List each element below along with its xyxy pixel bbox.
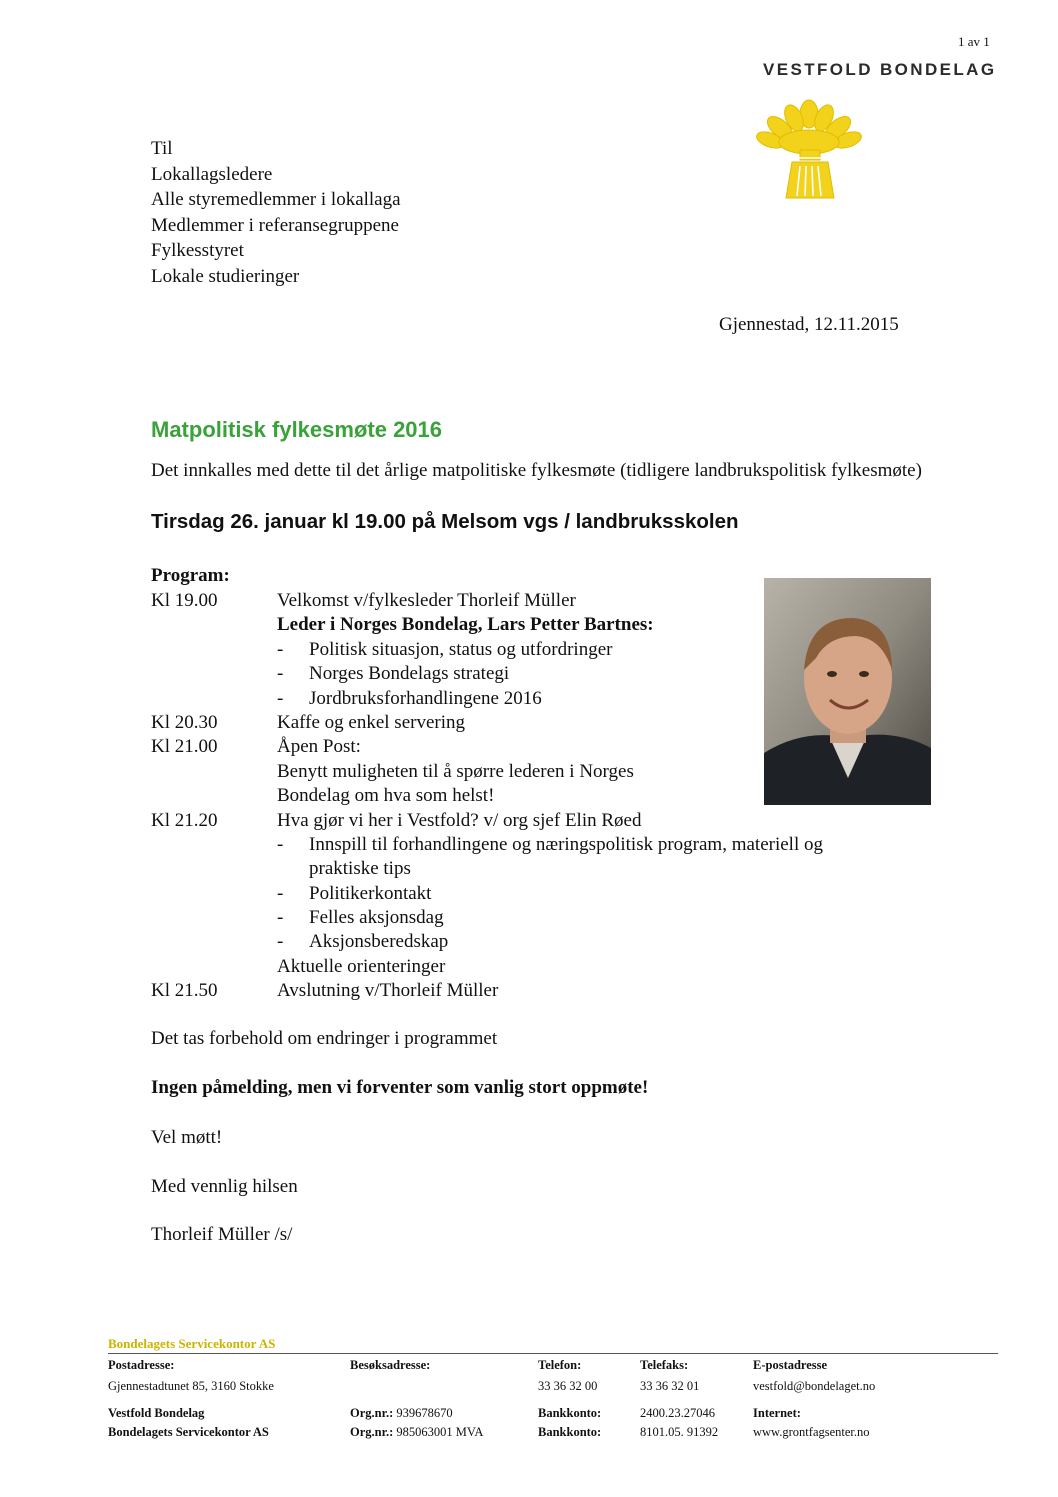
page-number: 1 av 1 — [958, 34, 990, 49]
program-text: Åpen Post: — [277, 736, 361, 758]
program-time: Kl 20.30 — [151, 711, 218, 733]
recipient-line: Lokallagsledere — [151, 163, 273, 185]
program-text: Avslutning v/Thorleif Müller — [277, 980, 499, 1002]
email-value: vestfold@bondelaget.no — [753, 1379, 876, 1393]
recipient-line: Fylkesstyret — [151, 240, 244, 261]
bullet-dash: - — [277, 663, 284, 685]
document-heading: Matpolitisk fylkesmøte 2016 — [151, 417, 443, 442]
footer-company: Bondelagets Servicekontor AS — [108, 1336, 276, 1351]
program-text: Bondelag om hva som helst! — [277, 785, 495, 807]
program-time: Kl 21.00 — [151, 736, 218, 758]
program-time: Kl 21.20 — [151, 809, 218, 831]
internet-value: www.grontfagsenter.no — [753, 1425, 870, 1439]
bank-label: Bankkonto: — [538, 1406, 602, 1420]
program-text: Aktuelle orienteringer — [277, 955, 446, 977]
wheat-sheaf-logo — [754, 92, 864, 202]
recipient-line: Lokale studieringer — [151, 265, 300, 287]
program-bullet: Jordbruksforhandlingene 2016 — [309, 687, 542, 709]
program-text: Velkomst v/fylkesleder Thorleif Müller — [277, 590, 576, 611]
reservation-text: Det tas forbehold om endringer i programmet — [151, 1028, 498, 1049]
program-text: Leder i Norges Bondelag, Lars Petter Bartnes: — [277, 614, 654, 636]
event-time-location: Tirsdag 26. januar kl 19.00 på Melsom vgs / landbruksskolen — [151, 510, 739, 533]
org-name-1: Vestfold Bondelag — [108, 1406, 205, 1420]
signature: Thorleif Müller /s/ — [151, 1224, 293, 1245]
email-label: E-postadresse — [753, 1358, 828, 1372]
recipient-line: Alle styremedlemmer i lokallaga — [151, 189, 401, 210]
orgnr-value: 985063001 MVA — [396, 1425, 484, 1439]
phone-label: Telefon: — [538, 1358, 582, 1372]
org-name: VESTFOLD BONDELAG — [763, 60, 997, 79]
fax-label: Telefaks: — [640, 1358, 689, 1372]
program-bullet: Norges Bondelags strategi — [309, 663, 510, 685]
orgnr-value: 939678670 — [396, 1406, 453, 1420]
fax-value: 33 36 32 01 — [640, 1379, 700, 1393]
program-bullet: Felles aksjonsdag — [309, 907, 444, 929]
visit-label: Besøksadresse: — [350, 1358, 431, 1372]
bullet-dash: - — [277, 882, 284, 904]
program-time: Kl 21.50 — [151, 980, 218, 1002]
program-bullet: praktiske tips — [309, 858, 411, 880]
program-text: Kaffe og enkel servering — [277, 711, 465, 733]
welcome-closing: Vel møtt! — [151, 1127, 223, 1148]
bullet-dash: - — [277, 833, 284, 855]
phone-value: 33 36 32 00 — [538, 1379, 598, 1393]
bullet-dash: - — [277, 687, 284, 709]
program-text: Benytt muligheten til å spørre lederen i Norges — [277, 760, 634, 782]
place-date: Gjennestad, 12.11.2015 — [719, 314, 899, 335]
recipient-list — [151, 136, 401, 289]
bank-label: Bankkonto: — [538, 1425, 602, 1439]
regards: Med vennlig hilsen — [151, 1176, 298, 1197]
internet-label: Internet: — [753, 1406, 801, 1420]
program-bullet: Innspill til forhandlingene og næringspolitisk program, materiell og — [309, 833, 823, 855]
recipient-line: Medlemmer i referansegruppene — [151, 214, 399, 236]
program-bullet: Aksjonsberedskap — [309, 931, 449, 953]
program-bullet: Politikerkontakt — [309, 882, 432, 904]
bullet-dash: - — [277, 638, 284, 660]
org-name-2: Bondelagets Servicekontor AS — [108, 1425, 269, 1439]
intro-paragraph: Det innkalles med dette til det årlige matpolitiske fylkesmøte (tidligere landbrukspolitisk fylkesmøte) — [151, 460, 922, 481]
bullet-dash: - — [277, 907, 284, 929]
postal-value: Gjennestadtunet 85, 3160 Stokke — [108, 1379, 274, 1393]
bank-value: 2400.23.27046 — [640, 1406, 715, 1420]
postal-label: Postadresse: — [108, 1358, 175, 1372]
program-time: Kl 19.00 — [151, 590, 218, 611]
program-text: Hva gjør vi her i Vestfold? v/ org sjef Elin Røed — [277, 809, 642, 831]
orgnr-label: Org.nr.: — [350, 1425, 394, 1439]
speaker-photo — [764, 578, 931, 805]
bullet-dash: - — [277, 931, 284, 953]
program-label: Program: — [151, 565, 230, 586]
footer-divider — [108, 1353, 998, 1354]
orgnr-label: Org.nr.: — [350, 1406, 394, 1420]
program-bullet: Politisk situasjon, status og utfordringer — [309, 638, 613, 660]
bank-value: 8101.05. 91392 — [640, 1425, 719, 1439]
no-signup-text: Ingen påmelding, men vi forventer som vanlig stort oppmøte! — [151, 1077, 649, 1098]
recipient-line: Til — [151, 138, 173, 159]
